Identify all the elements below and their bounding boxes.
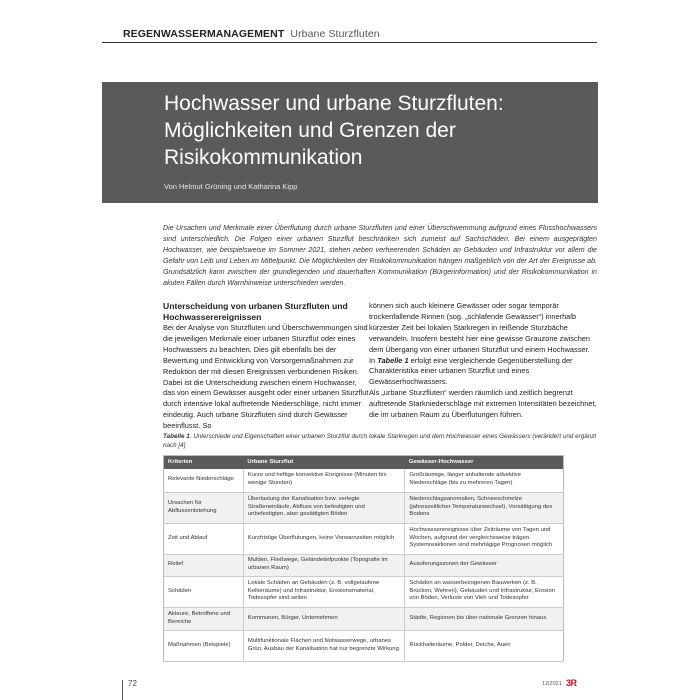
table-cell-river: Niederschlagsanomalien, Schneeschmelze (jahreszeitlicher Temperaturwechsel), Vorsättigung des Bodens [405, 492, 564, 523]
section-heading: Unterscheidung von urbanen Sturzfluten und Hochwasserereignissen [163, 301, 348, 322]
table-caption [163, 433, 597, 451]
header-section: REGENWASSERMANAGEMENT [123, 28, 285, 40]
table-row [164, 469, 564, 492]
table-cell-urban: Multifunktionale Flächen und Notwasserwege, urbanes Grün, Ausbau der Kanalisation hat nur begrenzte Wirkung [243, 630, 405, 661]
table-cell-criterion: Zeit und Ablauf [164, 523, 244, 554]
table-reference[interactable]: Tabelle 1 [377, 355, 409, 365]
table-cell-urban: Überlastung der Kanalisation bzw. verlegte Straßeneinläufe, Abfluss von befestigten und unbefestigten, aber gesättigten Böden [243, 492, 405, 523]
table-row [164, 630, 564, 661]
header-river-flood: Gewässer-Hochwasser [405, 456, 564, 470]
article-title: Hochwasser und urbane Sturzfluten: Möglichkeiten und Grenzen der Risikokommunikation [164, 92, 504, 169]
brand-logo: 3R [566, 678, 577, 688]
table-row [164, 523, 564, 554]
table-cell-river: Rückhalteräume, Polder, Deiche, Auen [405, 630, 564, 661]
article-authors: Von Helmut Grüning und Katharina Kipp [164, 182, 298, 191]
table-cell-river: Ausuferungszonen der Gewässer [405, 554, 564, 576]
page-number: 72 [128, 679, 137, 688]
table-cell-criterion: Maßnahmen (Beispiele) [164, 630, 244, 661]
header-criteria: Kriterien [164, 456, 244, 470]
table-cell-criterion: Relevante Niederschläge [164, 469, 244, 492]
table-row [164, 554, 564, 576]
col2-paragraph-1 [369, 301, 597, 388]
header-rule [102, 42, 597, 43]
table-cell-urban: Kurze und heftige konvektive Ereignisse (Minuten bis wenige Stunden) [243, 469, 405, 492]
table-cell-criterion: Akteure, Betroffene und Bereiche [164, 607, 244, 630]
title-banner [102, 82, 598, 203]
table-row [164, 492, 564, 523]
table-cell-river: Städte, Regionen bis über nationale Grenzen hinaus [405, 607, 564, 630]
table-header-row [164, 456, 564, 470]
header-subsection: Urbane Sturzfluten [290, 28, 380, 40]
table-cell-river: Großräumige, länger anhaltende advektive Niederschläge (bis zu mehreren Tagen) [405, 469, 564, 492]
header-urban-flood: Urbane Sturzflut [243, 456, 405, 470]
footer-rule [122, 680, 123, 700]
issue-number: 12|2021 [542, 681, 562, 687]
running-header [123, 28, 380, 40]
comparison-table [163, 455, 564, 662]
table-cell-criterion: Ursachen für Abflussentstehung [164, 492, 244, 523]
column-left [163, 301, 369, 432]
table-cell-river: Hochwasserereignisse über Zeiträume von Tagen und Wochen, aufgrund der vergleichsweise trägen Systemreaktionen sind mehrtägige Prognosen möglich [405, 523, 564, 554]
column-right [369, 301, 597, 421]
section-body: Bei der Analyse von Sturzfluten und Überschwemmungen sind die jeweiligen Merkmale einer urbanen Sturzflut oder eines Hochwassers zu beachten. Dies gilt ebenfalls bei der Bewertung und Entwicklung von Vorsorgemaßnahmen zur Reduktion der mit diesen Ereignissen verbundenen Risiken. Dabei ist die Unterscheidung zwischen einem Hochwasser, das von einem Gewässer ausgeht oder einer urbanen Sturzflut durch intensive lokal auftretende Niederschläge, nicht immer eindeutig. Auch urbane Sturzfluten sind durch Gewässer beeinflusst. So [163, 323, 369, 431]
table-cell-criterion: Schäden [164, 576, 244, 607]
table-row [164, 576, 564, 607]
table-cell-urban: Mulden, Fließwege, Geländetiefpunkte (Topografie im urbanen Raum) [243, 554, 405, 576]
table-cell-urban: Kommunen, Bürger, Unternehmen [243, 607, 405, 630]
lead-paragraph: Die Ursachen und Merkmale einer Überflutung durch urbane Sturzfluten und einer Überschwemmung aufgrund eines Flusshochwassers sind unterschiedlich. Die Folgen einer urbanen Sturzflut beschränken sich zumeist auf Sachschäden. Bei einem ausgeprägten Hochwasser, wie beispielsweise im Sommer 2021, stehen neben verheerenden Schäden an Gebäuden und Infrastruktur vor allem die Gefahr von Leib und Leben im Mittelpunkt. Die Möglichkeiten der Risikokommunikation hängen maßgeblich von der Art der Ereignisse ab. Grundsätzlich kann zwischen der grundlegenden und dauerhaften Kommunikation (Bürgerinformation) und der Risikokommunikation in akuten Fällen durch Warnhinweise unterschieden werden. [163, 224, 597, 287]
col2-p1-before: können sich auch kleinere Gewässer oder sogar temporär trockenfallende Rinnen (sog. „schlafende Gewässer“) innerhalb kürzester Zeit bei lokalen Starkregen in reißende Sturzbäche verwandeln. Insofern besteht hier eine gewisse Grauzone zwischen dem Übergang von einer urbanen Sturzflut und einem Hochwasser. In [369, 301, 591, 365]
table-cell-urban: Lokale Schäden an Gebäuden (z. B. vollgelaufene Kellerräume) und Infrastruktur, Erosionsmaterial, Todesopfer sind selten [243, 576, 405, 607]
table-cell-criterion: Relief [164, 554, 244, 576]
table-cell-urban: Kurzfristige Überflutungen, keine Vorwarnzeiten möglich [243, 523, 405, 554]
table-caption-label: Tabelle 1 [163, 433, 190, 440]
table-row [164, 607, 564, 630]
col2-p1-after: erfolgt eine vergleichende Gegenüberstellung der Charakteristika einer urbanen Sturzflut und eines Gewässerhochwassers. [369, 355, 573, 387]
table-cell-river: Schäden an wasserbezogenen Bauwerken (z. B. Brücken, Wehren), Gebäuden und Infrastruktur, Erosion von Böden, Verluste von Vieh und Todesopfer [405, 576, 564, 607]
col2-paragraph-2: Als „urbane Sturzfluten“ werden räumlich und zeitlich begrenzt auftretende Starkniederschläge mit extremen Intensitäten bezeichnet, die im urbanen Raum zu Überflutungen führen. [369, 388, 597, 420]
table-caption-text: : Unterschiede und Eigenschaften einer urbanen Sturzflut durch lokale Starkregen und dem Hochwasser eines Gewässers (verändert und ergänzt nach [4] [163, 433, 597, 449]
